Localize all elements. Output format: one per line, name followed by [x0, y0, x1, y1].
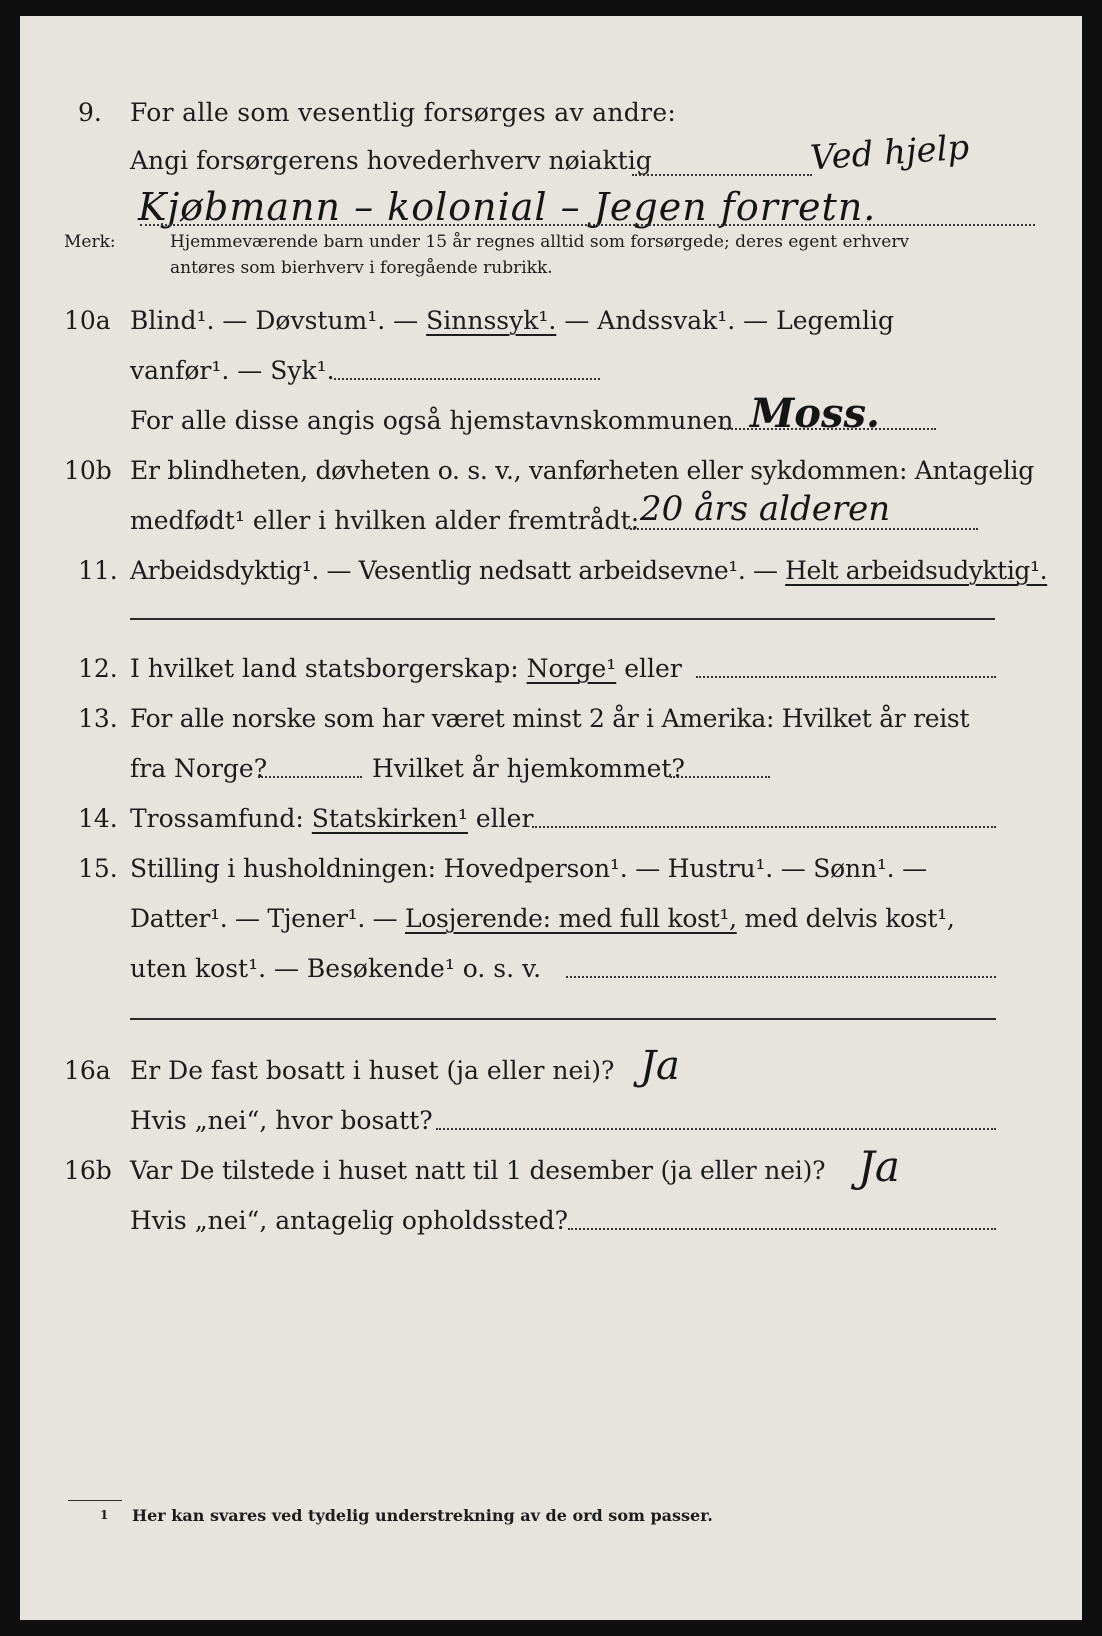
q13-reist-line	[258, 776, 362, 778]
q10a-sinnssyk-underlined: Sinnssyk¹.	[426, 306, 557, 335]
q16a-answer-line	[436, 1128, 996, 1130]
q11-text-a: Arbeidsdyktig¹. — Vesentlig nedsatt arbeidsevne¹. —	[130, 556, 778, 585]
q16b-line1: Var De tilstede i huset natt til 1 desember (ja eller nei)?	[130, 1156, 826, 1185]
q11-line	[130, 558, 1047, 583]
q10a-line3: For alle disse angis også hjemstavnskommunen	[130, 406, 734, 435]
q9-line2: Angi forsørgerens hovederhverv nøiaktig	[130, 146, 652, 175]
q10a-rest: — Andssvak¹. — Legemlig	[564, 306, 895, 335]
q9-answer-line2	[140, 224, 1035, 226]
q14-text-c: eller	[475, 804, 534, 833]
q15-line2	[130, 906, 954, 931]
q10b-handwritten-answer: 20 års alderen	[640, 489, 891, 529]
q14-number: 14.	[78, 804, 118, 833]
q10b-line2: medfødt¹ eller i hvilken alder fremtrådt:	[130, 506, 640, 535]
q9-answer-line	[632, 174, 812, 176]
q12-number: 12.	[78, 654, 118, 683]
q13-number: 13.	[78, 704, 118, 733]
q14-text-a: Trossamfund:	[130, 804, 304, 833]
q9-merk-line1: Hjemmeværende barn under 15 år regnes alltid som forsørgede; deres egent erhverv	[170, 232, 910, 252]
q11-number: 11.	[78, 556, 118, 585]
q15-line2-c: med delvis kost¹,	[744, 904, 955, 933]
q15-answer-line2	[130, 1018, 996, 1020]
q11-helt-arbeidsudyktig-underlined: Helt arbeidsudyktig¹.	[785, 556, 1048, 585]
q15-line2-a: Datter¹. — Tjener¹. —	[130, 904, 398, 933]
q9-number: 9.	[78, 98, 102, 127]
q12-answer-line	[696, 676, 996, 678]
q16b-line2: Hvis „nei“, antagelig opholdssted?	[130, 1206, 569, 1235]
q16b-handwritten-answer: Ja	[858, 1142, 900, 1191]
q16b-number: 16b	[64, 1156, 112, 1185]
q12-line	[130, 656, 682, 681]
q12-text-a: I hvilket land statsborgerskap:	[130, 654, 519, 683]
q13-line2-a: fra Norge?	[130, 754, 268, 783]
q10b-number: 10b	[64, 456, 112, 485]
q14-line	[130, 806, 533, 831]
footnote-mark: 1	[100, 1508, 109, 1522]
q12-norge-underlined: Norge¹	[526, 654, 617, 683]
q10a-syk-line	[334, 378, 600, 380]
q13-line1: For alle norske som har været minst 2 år i Amerika: Hvilket år reist	[130, 704, 970, 733]
q16a-line2: Hvis „nei“, hvor bosatt?	[130, 1106, 433, 1135]
q16a-line1: Er De fast bosatt i huset (ja eller nei)?	[130, 1056, 615, 1085]
q14-statskirken-underlined: Statskirken¹	[311, 804, 468, 833]
census-form-page	[20, 16, 1082, 1620]
q16a-number: 16a	[64, 1056, 111, 1085]
q9-handwritten-answer2: Kjøbmann – kolonial – Jegen forretn.	[138, 185, 877, 229]
footnote-rule	[68, 1500, 122, 1501]
q9-merk-line2: antøres som bierhverv i foregående rubrikk.	[170, 258, 553, 278]
q10a-blind: Blind¹. —	[130, 306, 248, 335]
q11-answer-line	[130, 618, 995, 620]
q10a-number: 10a	[64, 306, 111, 335]
q10a-line2: vanfør¹. — Syk¹.	[130, 356, 335, 385]
q9-handwritten-answer1: Ved hjelp	[808, 127, 971, 179]
q15-answer-line	[566, 976, 996, 978]
q12-text-c: eller	[624, 654, 682, 683]
q10a-dovstum: Døvstum¹. —	[255, 306, 419, 335]
q10a-handwritten-answer: Moss.	[750, 390, 880, 437]
footnote-text: Her kan svares ved tydelig understrekning av de ord som passer.	[132, 1506, 713, 1525]
q14-answer-line	[532, 826, 996, 828]
q15-line1: Stilling i husholdningen: Hovedperson¹. — Hustru¹. — Sønn¹. —	[130, 854, 927, 883]
q15-line3: uten kost¹. — Besøkende¹ o. s. v.	[130, 954, 542, 983]
q10a-line1	[130, 308, 894, 333]
q15-number: 15.	[78, 854, 118, 883]
q10b-line1: Er blindheten, døvheten o. s. v., vanførheten eller sykdommen: Antagelig	[130, 456, 1034, 485]
q9-line1: For alle som vesentlig forsørges av andre:	[130, 98, 677, 127]
q13-hjemkommet-line	[670, 776, 770, 778]
q9-merk-label: Merk:	[64, 232, 116, 252]
q15-losjerende-underlined: Losjerende: med full kost¹,	[405, 904, 737, 933]
q13-line2-b: Hvilket år hjemkommet?	[372, 754, 685, 783]
q16b-answer-line	[568, 1228, 996, 1230]
q16a-handwritten-answer: Ja	[640, 1043, 680, 1089]
